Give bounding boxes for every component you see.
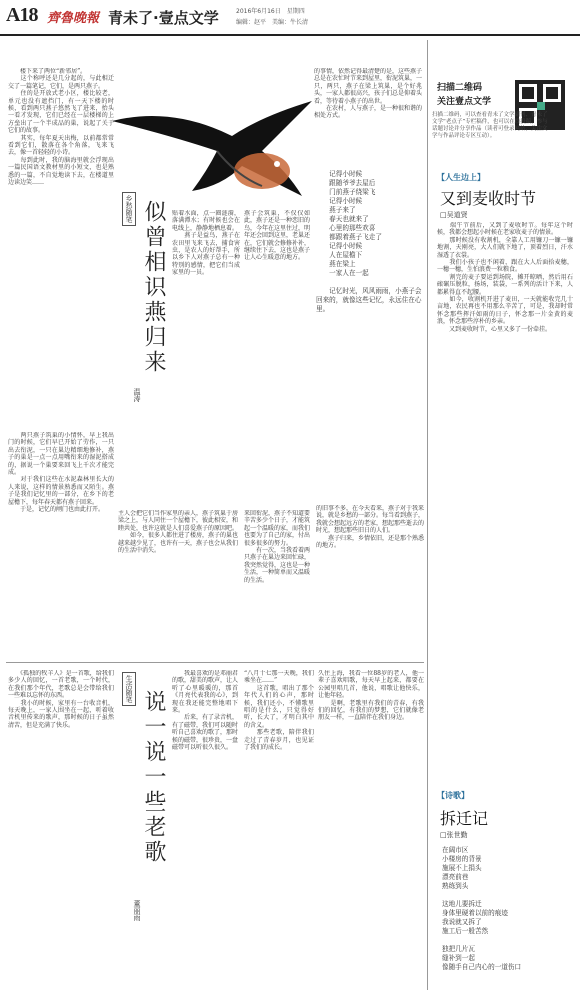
sidebar-a-title: 又到麦收时节	[440, 189, 537, 208]
swallow-illustration	[112, 96, 342, 206]
qr-description: 扫描二维码，可以查看青未了文学副刊、青未了文学“老点子”专栏稿件，也可以在线投稿，参与话题讨论并分享作品（读者可登录网站，关注文学与作品评论专区互动）。	[432, 112, 548, 139]
article-divider	[6, 662, 424, 663]
sidebar-a-tag: 【人生边上】	[437, 173, 485, 182]
article1-author: 温涛	[133, 388, 141, 402]
date-line: 2016年6月16日 星期四	[236, 8, 305, 15]
article1-column-1: 楼下来了两位“新邻居”。 这个称呼还是几分起的，与此相迁交了一篇笔记，它们，是两只燕子。 住的是开放式老小区，楼比较老，单元也没有遮挡门，有一天下楼的时候，看到两只燕子悠然飞了进来，抬头一看才发现，它们已经在一层楼梯的上方垒出了一个半成品的巢，说起了关于它们的故事。 其实，每年夏天出梅，以前都常常看到它们，散落在各个角落，飞来飞去，像一首轻轻的小诗。 每到此时，我的脑海里就会浮现出一篇民国语文教材里的小短文，也是熟悉的一篇，不自觉地读下去，在楼道里边读边笑……	[8, 68, 114, 187]
sidebar-a-body: 端午节前后，又到了麦收时节。每年这个时候，我都会想起小时候在老家收麦子的情景。 那时候没有收割机，全靠人工用镰刀一镰一镰地割，天刚亮，大人们就下地了，顶着烈日，汗水湿透了衣裳。 我们小孩子也不闲着，跟在大人后面拾麦穗，一穗一穗，生怕浪费一粒粮食。 割完的麦子要运到场院，摊开晾晒，然后用石磙碾压脱粒，扬场，装袋，一系列的活计下来，人都累得直不起腰。 如今，收割机开进了麦田，一天就能收完几十亩地，农民再也不用那么辛苦了，可是，我却时常怀念那些挥汗如雨的日子，怀念那一片金黄的麦浪，怀念那些淳朴的乡亲。 又到麦收时节，心里又多了一份牵挂。	[437, 222, 573, 333]
article2-author: 董丽雨	[133, 900, 141, 921]
article1-column-6: 主人会把它们当作家里的亲人，燕子筑巢于房梁之上，与人同住一个屋檐下，彼此相安，和睦共处，也许这就是人们喜爱燕子的原因吧。 如今，很多人都住进了楼房，燕子的巢也越来越少见了，也许有一天，燕子也会从我们的生活中消失。	[118, 510, 238, 555]
article2-tag: 生活随笔	[122, 672, 136, 706]
sidebar-divider	[427, 40, 428, 990]
article1-column-4: 贴着水面，点一圈涟漪，落满潭水；有时候也会在电线上，静静地栖息着。 燕子是益鸟，燕子在农田里飞来飞去，捕食害虫，是农人的好帮手，所以乡下人对燕子总有一种特别的感情，把它们当成家里的一员。	[172, 210, 240, 277]
page-number: A18	[6, 4, 38, 26]
article2-column-2: 我最喜欢的是邓丽君的歌，甜美的歌声，让人听了心里暖暖的，那首《月亮代表我的心》，到现在我还能完整地唱下来。 后来，有了录音机，有了磁带，我们可以随时听自己喜欢的歌了，那时候的磁带，很珍贵，一盘磁带可以听很久很久。	[172, 670, 238, 752]
article2-column-1: 《孤独的牧羊人》是一首歌，给我们多少人的回忆，一首老歌，一个时代，在我们那个年代，老歌总是会带给我们一些难以忘怀的东西。 我小的时候，家里有一台收音机，每天晚上，一家人围坐在一起，听着收音机里传来的歌声，那时候的日子虽然清苦，但是充满了快乐。	[8, 670, 114, 729]
article2-column-4: 久住上海，我看一位88岁的老人，他一辈子喜欢唱歌，每天早上起来，都要在公园里唱几首，他说，唱歌让他快乐，让他年轻。 是啊，老歌里有我们的青春，有我们的回忆，有我们的梦想，它们就像老朋友一样，一直陪伴在我们身边。	[318, 670, 424, 722]
article1-column-3: 的事情，依然记得最清楚的是，这些燕子总是在农忙时节来到屋里，衔泥筑巢，一只，两只，燕子在梁上筑巢，是个好兆头，一家人都很高兴，孩子们总是仰着头看，等待着小燕子的出世。 在农村，人与燕子，是一种很和谐的相处方式。	[314, 68, 422, 120]
sidebar-a-author: □吴道贤	[440, 211, 468, 219]
section-title: 青未了·壹点文学	[108, 9, 219, 27]
newspaper-logo: 齊魯晚報	[47, 11, 100, 26]
sidebar-b-tag: 【诗歌】	[437, 791, 469, 800]
qr-title-1: 扫描二维码	[437, 83, 483, 93]
article2-title: 说一说一些老歌	[141, 690, 166, 865]
article1-title: 似曾相识燕归来	[141, 200, 166, 375]
sidebar-b-title: 拆迁记	[440, 809, 489, 828]
article1-column-8: 的旧事不多，在今天看来，燕子对于我来说，就是乡愁的一部分。每当看到燕子，我就会想起远方的老家，想起那些逝去的时光，想起那些旧日的人们。 燕子归来，乡情依旧，还是那个熟悉的地方。	[316, 505, 424, 550]
article1-tag: 乡愁随笔	[122, 192, 136, 226]
sidebar-b-poem: 在阔市区 小楼房的背景 施展不上捐头 漂亮前巷 熟练到头 这地儿要拆迁 身体里硬着以前的痕迹 我说就又拆了 施工后一般苦然 独把几片瓦 缝补到一起 像随手自己内心的一道伤口	[442, 846, 522, 971]
qr-title-2: 关注壹点文学	[437, 97, 492, 107]
page-header	[0, 0, 580, 36]
sidebar-b-author: □张世勤	[440, 831, 468, 839]
editor-line: 编辑：赵平 美编：牛长清	[236, 19, 309, 26]
article1-column-7: 来回衔泥，燕子不知道要辛苦多少个日子，才能筑起一个温暖的家，而我们也要为了自己的家，付出很多很多的努力。 有一次，当我看着两只燕子在巢边来回忙碌，我突然觉得，这也是一种生活，一种简单而又温暖的生活。	[244, 510, 310, 584]
article1-poem: 记得小时候 跟随爷爷去屋后 门前燕子绕梁飞 记得小时候 燕子来了 春天也就来了 心里的那些欢喜 都跟着燕子飞走了 记得小时候 人在屋檐下 燕在梁上 一家人在一起 记忆时光，风风雨雨，小燕子会回来的，就像这些记忆，永远住在心里。	[316, 170, 422, 313]
article1-column-5: 燕子会筑巢，不仅仅如此，燕子还是一种恋旧的鸟，今年在这里住过，明年还会回到这里，老巢还在，它们就会修修补补，继续住下去，这也是燕子让人心生暖意的地方。	[244, 210, 310, 262]
article2-column-3: “八月十七那一天晚，我们乘坐在……” 这首歌，唱出了那个年代人们的心声，那时候，我们还小，不懂歌里唱的是什么，只觉得好听，长大了，才明白其中的含义。 那些老歌，陪伴我们走过了青春岁月，也见证了我们的成长。	[244, 670, 314, 752]
article1-column-2: 两只燕子筑巢的小情怀，早上我出门的时候，它们早已开始了劳作，一只出去衔泥，一只在巢边精细地修补，燕子的巢是一点一点用嘴衔来的湿泥搭成的，据说一个巢要来回飞上千次才能完成。 对于我们这些在水泥森林里长大的人来说，这样的情景熟悉而又陌生。燕子是我们记忆里的一部分，在乡下的老屋檐下，每年春天都有燕子回来。 于是，记忆的闸门也由此打开。	[8, 432, 114, 514]
